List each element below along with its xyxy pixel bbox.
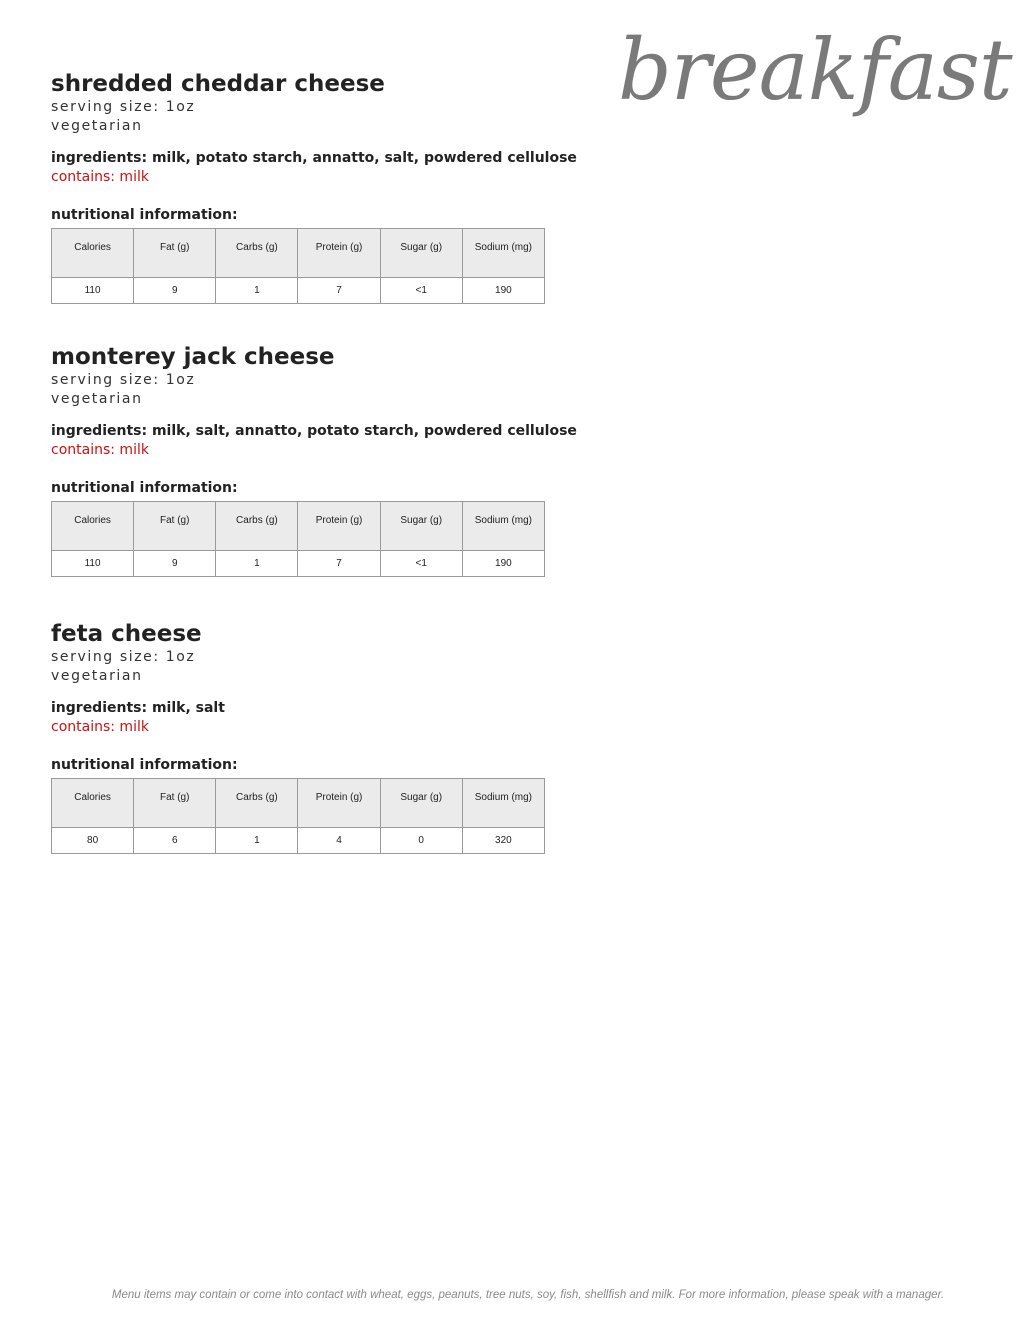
header-sugar: Sugar (g): [380, 779, 462, 828]
table-row: [52, 551, 545, 577]
ingredients: ingredients: milk, potato starch, annatto, salt, powdered cellulose: [51, 150, 577, 166]
header-calories: Calories: [52, 779, 134, 828]
table-header-row: [52, 229, 545, 278]
ingredients: ingredients: milk, salt, annatto, potato starch, powdered cellulose: [51, 423, 577, 439]
nutrition-table: [51, 778, 545, 854]
header-fat: Fat (g): [134, 229, 216, 278]
ingredients: ingredients: milk, salt: [51, 700, 225, 716]
diet-tag: vegetarian: [51, 391, 143, 407]
allergens: contains: milk: [51, 719, 149, 735]
table-header-row: [52, 779, 545, 828]
nutrition-label: nutritional information:: [51, 757, 238, 773]
value-fat: 9: [134, 551, 216, 577]
header-carbs: Carbs (g): [216, 502, 298, 551]
value-carbs: 1: [216, 828, 298, 854]
nutrition-label: nutritional information:: [51, 480, 238, 496]
allergens: contains: milk: [51, 169, 149, 185]
table-row: [52, 278, 545, 304]
serving-size: serving size: 1oz: [51, 99, 196, 115]
value-carbs: 1: [216, 551, 298, 577]
header-protein: Protein (g): [298, 779, 380, 828]
value-carbs: 1: [216, 278, 298, 304]
allergens: contains: milk: [51, 442, 149, 458]
header-sodium: Sodium (mg): [462, 229, 544, 278]
header-calories: Calories: [52, 502, 134, 551]
value-sugar: 0: [380, 828, 462, 854]
page-title: breakfast: [618, 21, 1012, 119]
value-calories: 80: [52, 828, 134, 854]
item-name: feta cheese: [51, 621, 202, 647]
table-row: [52, 828, 545, 854]
value-protein: 7: [298, 278, 380, 304]
header-fat: Fat (g): [134, 502, 216, 551]
menu-item-shredded-cheddar: [51, 70, 577, 304]
diet-tag: vegetarian: [51, 668, 143, 684]
value-protein: 7: [298, 551, 380, 577]
nutrition-label: nutritional information:: [51, 207, 238, 223]
item-name: monterey jack cheese: [51, 344, 335, 370]
header-protein: Protein (g): [298, 229, 380, 278]
header-carbs: Carbs (g): [216, 779, 298, 828]
serving-size: serving size: 1oz: [51, 372, 196, 388]
value-sodium: 190: [462, 278, 544, 304]
diet-tag: vegetarian: [51, 118, 143, 134]
item-name: shredded cheddar cheese: [51, 71, 385, 97]
header-carbs: Carbs (g): [216, 229, 298, 278]
allergen-disclaimer: Menu items may contain or come into contact with wheat, eggs, peanuts, tree nuts, soy, fish, shellfish and milk. For more information, please speak with a manager.: [111, 1289, 945, 1301]
nutrition-table: [51, 228, 545, 304]
serving-size: serving size: 1oz: [51, 649, 196, 665]
header-sugar: Sugar (g): [380, 502, 462, 551]
header-sodium: Sodium (mg): [462, 779, 544, 828]
header-calories: Calories: [52, 229, 134, 278]
header-sodium: Sodium (mg): [462, 502, 544, 551]
value-protein: 4: [298, 828, 380, 854]
header-fat: Fat (g): [134, 779, 216, 828]
value-sodium: 320: [462, 828, 544, 854]
value-sodium: 190: [462, 551, 544, 577]
menu-item-feta: [51, 620, 545, 854]
value-sugar: <1: [380, 551, 462, 577]
value-fat: 9: [134, 278, 216, 304]
value-fat: 6: [134, 828, 216, 854]
header-sugar: Sugar (g): [380, 229, 462, 278]
value-calories: 110: [52, 278, 134, 304]
value-sugar: <1: [380, 278, 462, 304]
menu-item-monterey-jack: [51, 343, 577, 577]
table-header-row: [52, 502, 545, 551]
value-calories: 110: [52, 551, 134, 577]
nutrition-table: [51, 501, 545, 577]
header-protein: Protein (g): [298, 502, 380, 551]
